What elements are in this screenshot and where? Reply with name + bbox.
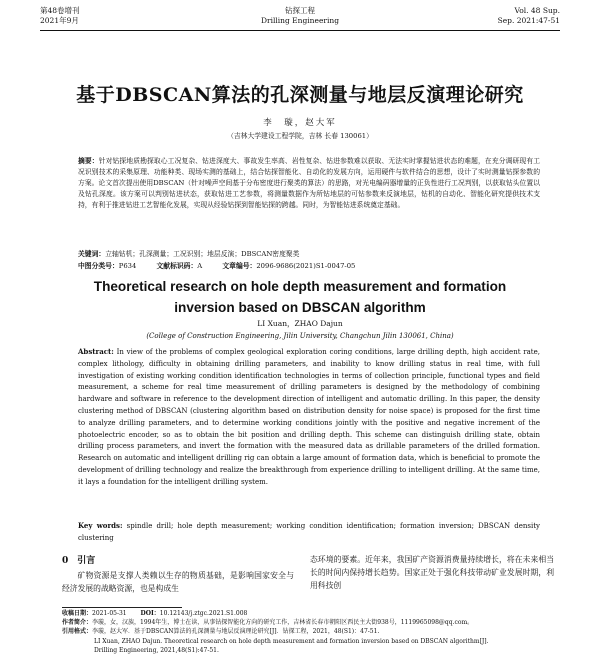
body-column-right: 态环境的要素。近年来，我国矿产资源消费量持续增长，将在未来相当长的时间内保持增长趋势。国家正处于强化科技带动矿业发展时期，利用科技创 <box>310 555 554 590</box>
english-abstract-label: Abstract: <box>78 347 114 356</box>
header-volume-cn: 第48卷增刊 <box>40 6 80 15</box>
chinese-keywords-text: 立轴钻机；孔深测量；工况识别；地层反演；DBSCAN密度聚类 <box>105 250 300 258</box>
clc-number: 中图分类号：P634 <box>78 262 137 270</box>
body-column-left: 矿物资源是支撑人类赖以生存的物质基础，是影响国家安全与经济发展的战略资源，也是构成生 <box>62 571 294 593</box>
chinese-abstract <box>78 156 540 211</box>
footnote-citation-en: LI Xuan, ZHAO Dajun. Theoretical research on hole depth measurement and formation inversion based on DBSCAN algorithm[J]. <box>94 637 489 645</box>
header-rule <box>40 30 560 31</box>
footnote-received-doi: 收稿日期：2021-05-31 DOI：10.12143/j.ztgc.2021.S1.008 <box>62 610 248 617</box>
english-title <box>60 276 540 318</box>
classification-line <box>78 261 540 272</box>
english-affiliation: (College of Construction Engineering, Jilin University, Changchun Jilin 130061, China) <box>146 332 454 340</box>
chinese-keywords-label: 关键词： <box>78 250 106 258</box>
running-header <box>40 6 560 40</box>
english-title-line: inversion based on DBSCAN algorithm <box>174 300 426 315</box>
footnote-citation-en-cont: Drilling Engineering, 2021,48(S1):47-51. <box>94 646 219 654</box>
header-volume-en: Vol. 48 Sup. <box>514 6 560 15</box>
chinese-keywords <box>78 249 540 260</box>
english-keywords-text: spindle drill; hole depth measurement; working condition identification; formation inversion; DBSCAN density clustering <box>78 522 540 542</box>
english-abstract <box>78 346 540 489</box>
english-abstract-text: In view of the problems of complex geological exploration coring conditions, large drilling depth, high accident rate, complex lithology, difficulty in obtaining drilling parameters, and inability to know drilling status in real time, with full investigation of existing working condition identification technologies in terms of collection principle, functional types and field measurement, a scheme for real time measurement of drilling parameters is designed by the methodology of combining hardware and software in reference to the development direction of intelligent and automatic drilling. In this paper, the density clustering method of DBSCAN (clustering algorithm based on distribution density for noise space) is proposed for the first time to analyze drilling parameters, and to determine working conditions jointly with the positive and negative increment of the photoelectric encoder, so as to obtain the bit position and drilling depth. This scheme can distinguish drilling state, obtain drilling process parameters, and invert the formation with the measured data as drillable parameters of the drilled formation. Research on automatic and intelligent drilling rig can obtain a large amount of formation data, which is beneficial to promote the development of drilling technology and realize the breakthrough from experience drilling to intelligent drilling. At the same time, it lays a foundation for the intelligent drilling system. <box>78 348 540 486</box>
chinese-affiliation: （吉林大学建设工程学院，吉林 长春 130061） <box>227 132 373 140</box>
header-issue <box>498 6 560 26</box>
chinese-authors: 李 璇，赵大军 <box>263 118 337 128</box>
english-authors: LI Xuan，ZHAO Dajun <box>257 319 343 328</box>
header-date-cn: 2021年9月 <box>40 16 79 25</box>
english-title-line: Theoretical research on hole depth measurement and formation <box>93 279 507 294</box>
header-journal-cn: 钻探工程 <box>285 6 315 15</box>
document-code: 文献标识码：A <box>156 262 203 270</box>
header-journal-en: Drilling Engineering <box>260 16 340 25</box>
footnote-author-bio: 作者简介：李璇，女，汉族，1994年生，博士在读，从事钻探智能化方向的研究工作，吉林省长春市朝阳区西民主大街938号，1119965098@qq.com。 <box>62 619 474 627</box>
article-number: 文章编号：2096-9686(2021)S1-0047-05 <box>222 262 356 270</box>
english-keywords <box>78 520 540 545</box>
header-pages-en: Sep. 2021:47-51 <box>497 16 560 25</box>
chinese-title: 基于DBSCAN算法的孔深测量与地层反演理论研究 <box>76 84 524 106</box>
footnote-citation-cn: 引用格式：李璇，赵大军．基于DBSCAN算法的孔深测量与地层反演理论研究[J]．钻探工程，2021，48(S1)：47-51. <box>62 628 380 636</box>
footnote-rule <box>62 607 182 608</box>
footnotes <box>62 609 554 655</box>
chinese-abstract-label: 摘要： <box>78 157 99 165</box>
header-journal <box>40 6 560 26</box>
english-keywords-label: Key words: <box>78 521 123 530</box>
section-heading-introduction: 0 引言 <box>62 556 96 566</box>
chinese-abstract-text: 针对钻探地质勘探取心工况复杂、钻进深度大、事故发生率高、岩性复杂、钻进参数难以获取、无法实时掌握钻进状态的难题，在充分调研现有工况识别技术的采集原理、功能种类、现场实测的基础上，结合钻探智能化、自动化的发展方向，运用硬件与软件结合的思想，设计了实时测量钻探参数的方案。论文首次提出使用DBSCAN（针对噪声空间基于分布密度进行聚类的算法）的思路，对光电编码器增量的正负性进行工况判别，以获取钻头位置以及钻孔深度。该方案可以判别钻进状态，获取钻进工艺参数，将测量数据作为所钻地层的可钻参数来反演地层，钻机的自动化、智能化研究提供技术支持，有利于推进钻进工艺智能化发展，实现从经验钻探到智能钻探的跨越。同时，为智能钻进系统奠定基础。 <box>78 157 541 209</box>
